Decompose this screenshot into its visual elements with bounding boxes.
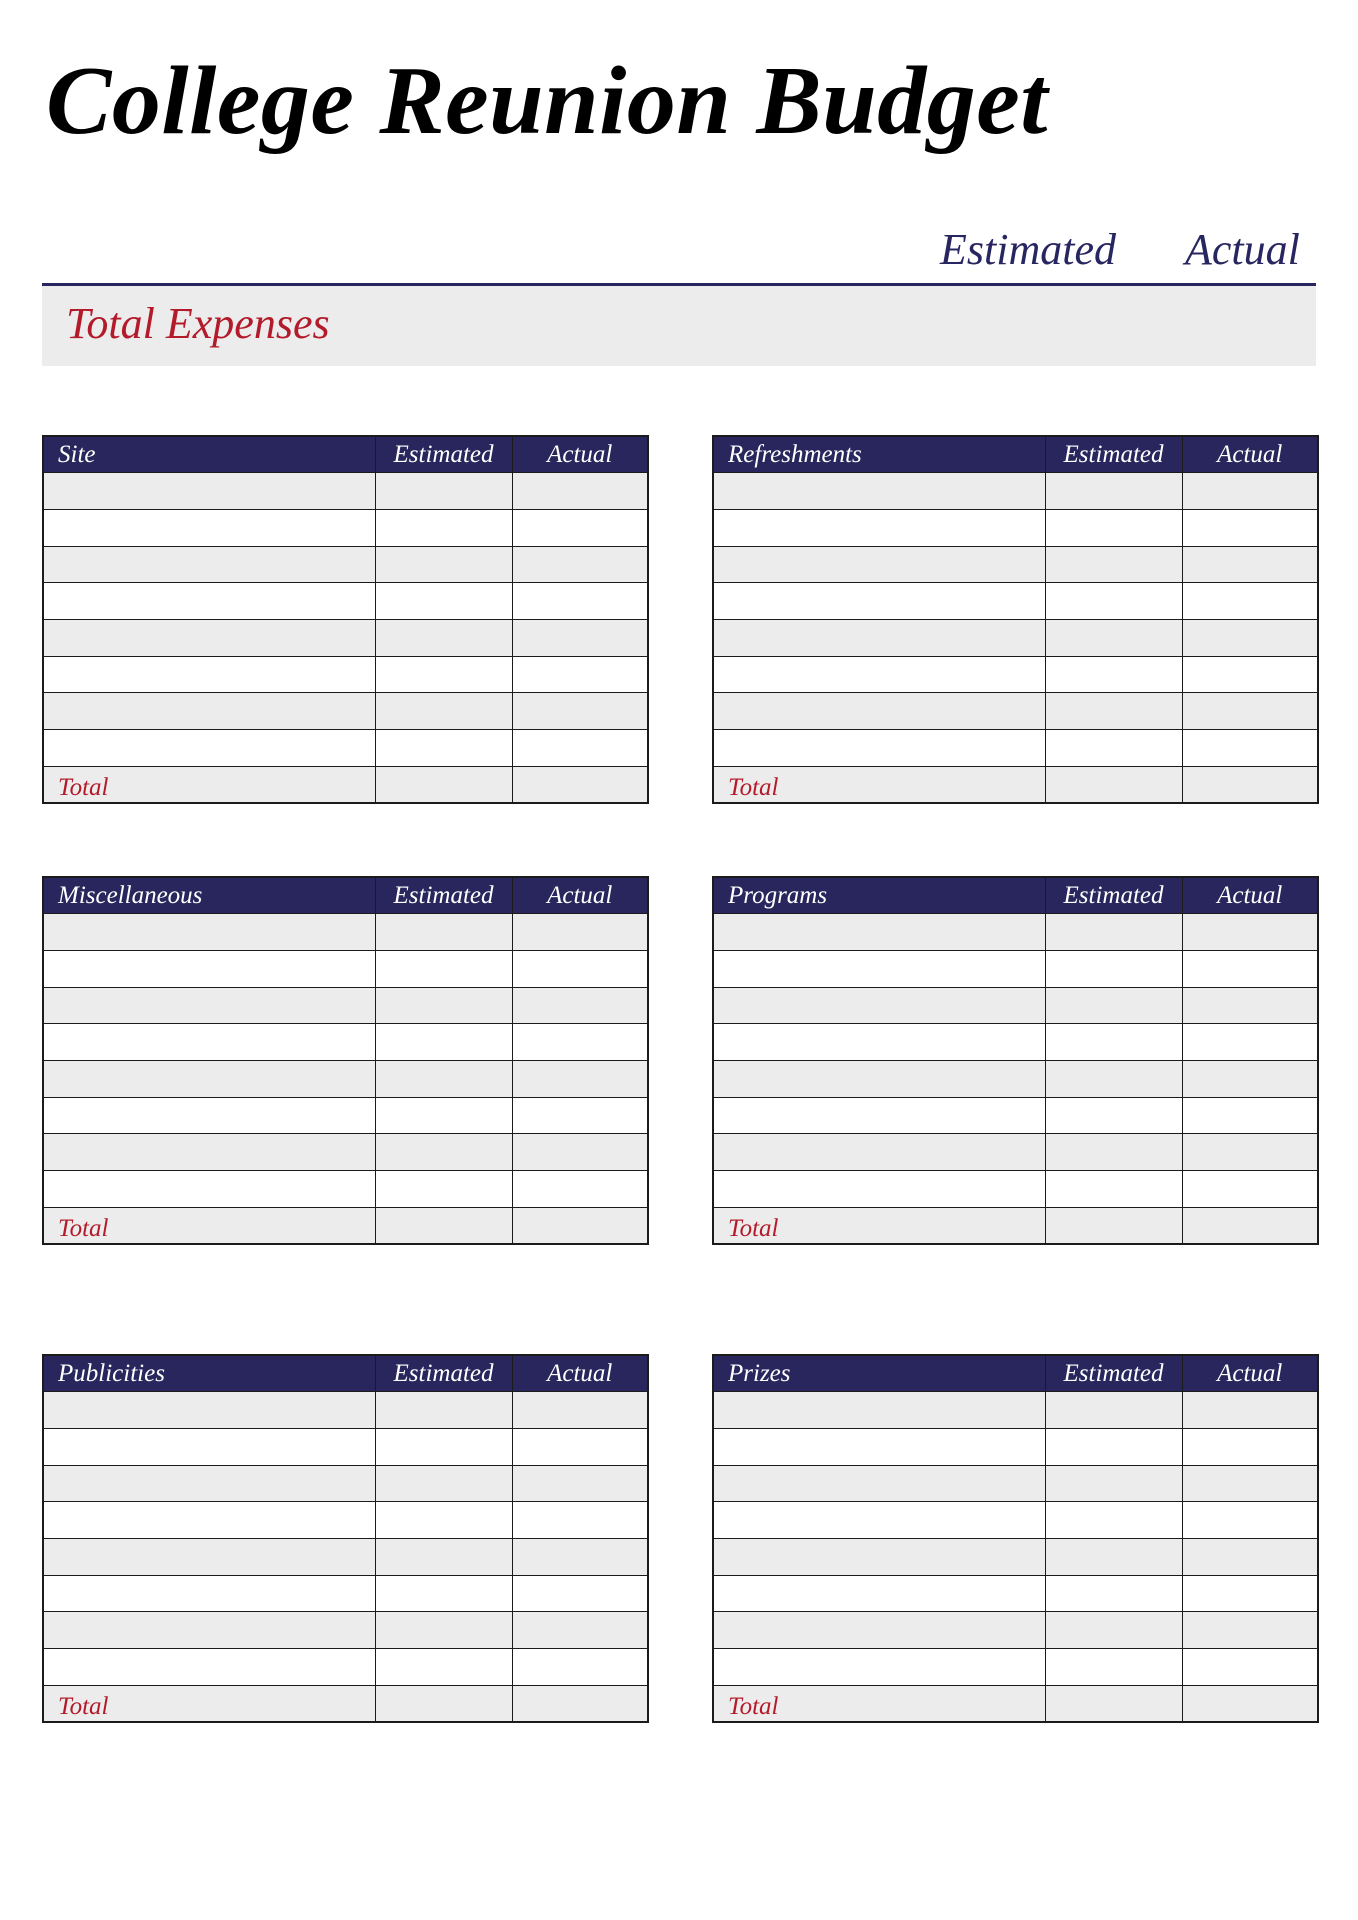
estimated-cell[interactable] xyxy=(1045,473,1182,510)
estimated-cell[interactable] xyxy=(375,1097,512,1134)
table-row xyxy=(713,1024,1318,1061)
table-row xyxy=(43,509,648,546)
table-row xyxy=(43,546,648,583)
table-row xyxy=(713,1649,1318,1686)
item-cell[interactable] xyxy=(713,1060,1045,1097)
actual-column-header: Actual xyxy=(512,877,648,914)
estimated-cell[interactable] xyxy=(375,950,512,987)
table-row xyxy=(713,1097,1318,1134)
total-row xyxy=(713,1207,1318,1244)
actual-cell[interactable] xyxy=(512,730,648,767)
actual-cell[interactable] xyxy=(512,1097,648,1134)
item-cell[interactable] xyxy=(43,1428,375,1465)
estimated-total-cell[interactable] xyxy=(1045,1207,1182,1244)
miscellaneous-table xyxy=(42,876,649,1245)
estimated-cell[interactable] xyxy=(375,693,512,730)
actual-cell[interactable] xyxy=(512,1392,648,1429)
total-label: Total xyxy=(43,1207,375,1244)
table-row xyxy=(713,619,1318,656)
actual-cell[interactable] xyxy=(512,619,648,656)
estimated-cell[interactable] xyxy=(1045,619,1182,656)
item-cell[interactable] xyxy=(43,546,375,583)
table-row xyxy=(43,1171,648,1208)
item-cell[interactable] xyxy=(43,1649,375,1686)
table-row xyxy=(43,1060,648,1097)
item-cell[interactable] xyxy=(43,1134,375,1171)
actual-cell[interactable] xyxy=(512,1024,648,1061)
actual-cell[interactable] xyxy=(512,1134,648,1171)
item-cell[interactable] xyxy=(713,987,1045,1024)
estimated-cell[interactable] xyxy=(375,1060,512,1097)
item-cell[interactable] xyxy=(713,1612,1045,1649)
estimated-column-header: Estimated xyxy=(375,436,512,473)
item-cell[interactable] xyxy=(713,1649,1045,1686)
item-cell[interactable] xyxy=(43,1024,375,1061)
table-header-row xyxy=(43,877,648,914)
actual-cell[interactable] xyxy=(512,1502,648,1539)
estimated-cell[interactable] xyxy=(375,1392,512,1429)
total-expenses-row xyxy=(42,286,1316,366)
actual-total-cell[interactable] xyxy=(1182,1685,1318,1722)
estimated-cell[interactable] xyxy=(1045,1465,1182,1502)
item-cell[interactable] xyxy=(713,730,1045,767)
item-cell[interactable] xyxy=(43,1060,375,1097)
estimated-column-header: Estimated xyxy=(1045,1355,1182,1392)
estimated-column-header: Estimated xyxy=(1045,877,1182,914)
item-cell[interactable] xyxy=(43,509,375,546)
actual-cell[interactable] xyxy=(1182,1428,1318,1465)
total-row xyxy=(43,1685,648,1722)
table-row xyxy=(43,656,648,693)
estimated-cell[interactable] xyxy=(1045,914,1182,951)
table-row xyxy=(713,730,1318,767)
estimated-cell[interactable] xyxy=(375,509,512,546)
summary-estimated-header: Estimated xyxy=(940,225,1116,274)
estimated-cell[interactable] xyxy=(1045,1649,1182,1686)
actual-cell[interactable] xyxy=(1182,1097,1318,1134)
table-row xyxy=(43,987,648,1024)
category-header: Refreshments xyxy=(713,436,1045,473)
estimated-cell[interactable] xyxy=(375,1502,512,1539)
actual-total-cell[interactable] xyxy=(512,766,648,803)
total-row xyxy=(713,1685,1318,1722)
actual-column-header: Actual xyxy=(512,436,648,473)
item-cell[interactable] xyxy=(713,1134,1045,1171)
category-header: Miscellaneous xyxy=(43,877,375,914)
item-cell[interactable] xyxy=(713,619,1045,656)
actual-cell[interactable] xyxy=(1182,583,1318,620)
estimated-column-header: Estimated xyxy=(375,877,512,914)
estimated-cell[interactable] xyxy=(375,1024,512,1061)
item-cell[interactable] xyxy=(713,1575,1045,1612)
table-row xyxy=(713,1575,1318,1612)
table-header-row xyxy=(713,1355,1318,1392)
item-cell[interactable] xyxy=(713,1502,1045,1539)
estimated-cell[interactable] xyxy=(375,619,512,656)
table-header-row xyxy=(713,877,1318,914)
item-cell[interactable] xyxy=(713,1538,1045,1575)
estimated-cell[interactable] xyxy=(1045,1171,1182,1208)
item-cell[interactable] xyxy=(43,914,375,951)
programs-table xyxy=(712,876,1319,1245)
table-header-row xyxy=(713,436,1318,473)
actual-cell[interactable] xyxy=(1182,1465,1318,1502)
estimated-cell[interactable] xyxy=(1045,509,1182,546)
actual-cell[interactable] xyxy=(1182,1024,1318,1061)
actual-cell[interactable] xyxy=(1182,1171,1318,1208)
actual-cell[interactable] xyxy=(1182,1538,1318,1575)
estimated-cell[interactable] xyxy=(1045,656,1182,693)
item-cell[interactable] xyxy=(43,1097,375,1134)
actual-cell[interactable] xyxy=(1182,1649,1318,1686)
item-cell[interactable] xyxy=(43,1612,375,1649)
item-cell[interactable] xyxy=(713,1392,1045,1429)
estimated-cell[interactable] xyxy=(375,1134,512,1171)
table-row xyxy=(713,1502,1318,1539)
estimated-cell[interactable] xyxy=(1045,1024,1182,1061)
item-cell[interactable] xyxy=(43,656,375,693)
actual-cell[interactable] xyxy=(1182,473,1318,510)
estimated-cell[interactable] xyxy=(1045,730,1182,767)
actual-cell[interactable] xyxy=(512,914,648,951)
actual-column-header: Actual xyxy=(1182,436,1318,473)
estimated-cell[interactable] xyxy=(1045,1392,1182,1429)
estimated-total-cell[interactable] xyxy=(1045,766,1182,803)
estimated-column-header: Estimated xyxy=(375,1355,512,1392)
table-row xyxy=(43,1392,648,1429)
actual-cell[interactable] xyxy=(1182,656,1318,693)
estimated-cell[interactable] xyxy=(375,583,512,620)
table-row xyxy=(43,1575,648,1612)
estimated-cell[interactable] xyxy=(375,656,512,693)
item-cell[interactable] xyxy=(713,509,1045,546)
actual-cell[interactable] xyxy=(512,509,648,546)
table-row xyxy=(713,693,1318,730)
estimated-total-cell[interactable] xyxy=(1045,1685,1182,1722)
estimated-cell[interactable] xyxy=(1045,1134,1182,1171)
total-row xyxy=(713,766,1318,803)
category-header: Programs xyxy=(713,877,1045,914)
item-cell[interactable] xyxy=(43,473,375,510)
table-row xyxy=(43,1097,648,1134)
item-cell[interactable] xyxy=(43,1171,375,1208)
total-label: Total xyxy=(713,766,1045,803)
estimated-cell[interactable] xyxy=(375,473,512,510)
table-row xyxy=(43,1024,648,1061)
item-cell[interactable] xyxy=(713,583,1045,620)
actual-total-cell[interactable] xyxy=(512,1207,648,1244)
table-row xyxy=(43,693,648,730)
estimated-cell[interactable] xyxy=(375,1612,512,1649)
table-row xyxy=(43,583,648,620)
actual-column-header: Actual xyxy=(512,1355,648,1392)
estimated-cell[interactable] xyxy=(375,730,512,767)
actual-column-header: Actual xyxy=(1182,1355,1318,1392)
estimated-cell[interactable] xyxy=(1045,987,1182,1024)
estimated-cell[interactable] xyxy=(375,546,512,583)
table-row xyxy=(713,1060,1318,1097)
summary-actual-header: Actual xyxy=(1185,225,1300,274)
item-cell[interactable] xyxy=(43,987,375,1024)
table-row xyxy=(43,1502,648,1539)
actual-cell[interactable] xyxy=(1182,950,1318,987)
item-cell[interactable] xyxy=(713,1024,1045,1061)
actual-cell[interactable] xyxy=(512,693,648,730)
table-row xyxy=(713,950,1318,987)
item-cell[interactable] xyxy=(43,730,375,767)
actual-cell[interactable] xyxy=(1182,1502,1318,1539)
table-row xyxy=(43,1538,648,1575)
actual-cell[interactable] xyxy=(512,987,648,1024)
table-row xyxy=(713,546,1318,583)
actual-cell[interactable] xyxy=(1182,619,1318,656)
table-header-row xyxy=(43,1355,648,1392)
item-cell[interactable] xyxy=(43,950,375,987)
table-row xyxy=(43,1465,648,1502)
table-row xyxy=(713,914,1318,951)
estimated-cell[interactable] xyxy=(1045,1575,1182,1612)
item-cell[interactable] xyxy=(713,1428,1045,1465)
actual-cell[interactable] xyxy=(512,1649,648,1686)
estimated-cell[interactable] xyxy=(375,1649,512,1686)
actual-cell[interactable] xyxy=(1182,914,1318,951)
total-expenses-label: Total Expenses xyxy=(66,299,330,348)
actual-cell[interactable] xyxy=(1182,1134,1318,1171)
estimated-cell[interactable] xyxy=(1045,693,1182,730)
category-header: Prizes xyxy=(713,1355,1045,1392)
item-cell[interactable] xyxy=(43,1538,375,1575)
table-row xyxy=(43,914,648,951)
table-row xyxy=(43,1612,648,1649)
prizes-table xyxy=(712,1354,1319,1723)
estimated-cell[interactable] xyxy=(1045,583,1182,620)
estimated-cell[interactable] xyxy=(375,987,512,1024)
item-cell[interactable] xyxy=(713,950,1045,987)
actual-column-header: Actual xyxy=(1182,877,1318,914)
actual-cell[interactable] xyxy=(512,1060,648,1097)
table-row xyxy=(713,473,1318,510)
actual-cell[interactable] xyxy=(1182,987,1318,1024)
item-cell[interactable] xyxy=(713,656,1045,693)
actual-cell[interactable] xyxy=(512,950,648,987)
table-row xyxy=(43,950,648,987)
actual-total-cell[interactable] xyxy=(1182,766,1318,803)
table-row xyxy=(43,473,648,510)
actual-cell[interactable] xyxy=(1182,730,1318,767)
item-cell[interactable] xyxy=(43,583,375,620)
actual-cell[interactable] xyxy=(512,1575,648,1612)
actual-total-cell[interactable] xyxy=(1182,1207,1318,1244)
item-cell[interactable] xyxy=(43,619,375,656)
page-title: College Reunion Budget xyxy=(46,47,1049,155)
actual-cell[interactable] xyxy=(512,1171,648,1208)
table-row xyxy=(713,656,1318,693)
actual-cell[interactable] xyxy=(512,1612,648,1649)
table-header-row xyxy=(43,436,648,473)
total-label: Total xyxy=(43,1685,375,1722)
item-cell[interactable] xyxy=(713,1097,1045,1134)
item-cell[interactable] xyxy=(713,1465,1045,1502)
table-row xyxy=(713,1171,1318,1208)
estimated-column-header: Estimated xyxy=(1045,436,1182,473)
table-row xyxy=(713,1538,1318,1575)
table-row xyxy=(43,1134,648,1171)
item-cell[interactable] xyxy=(43,693,375,730)
total-label: Total xyxy=(713,1207,1045,1244)
actual-cell[interactable] xyxy=(512,1538,648,1575)
total-row xyxy=(43,766,648,803)
estimated-cell[interactable] xyxy=(375,1171,512,1208)
actual-cell[interactable] xyxy=(1182,693,1318,730)
item-cell[interactable] xyxy=(713,914,1045,951)
estimated-total-cell[interactable] xyxy=(375,766,512,803)
table-row xyxy=(713,987,1318,1024)
estimated-cell[interactable] xyxy=(1045,1538,1182,1575)
actual-cell[interactable] xyxy=(512,546,648,583)
estimated-cell[interactable] xyxy=(375,1575,512,1612)
table-row xyxy=(713,1465,1318,1502)
table-row xyxy=(713,1612,1318,1649)
total-label: Total xyxy=(713,1685,1045,1722)
estimated-cell[interactable] xyxy=(375,1428,512,1465)
category-header: Publicities xyxy=(43,1355,375,1392)
table-row xyxy=(43,1649,648,1686)
estimated-cell[interactable] xyxy=(1045,950,1182,987)
table-row xyxy=(713,1428,1318,1465)
table-row xyxy=(43,730,648,767)
actual-cell[interactable] xyxy=(1182,546,1318,583)
refreshments-table xyxy=(712,435,1319,804)
item-cell[interactable] xyxy=(713,546,1045,583)
estimated-cell[interactable] xyxy=(1045,1428,1182,1465)
item-cell[interactable] xyxy=(43,1575,375,1612)
actual-cell[interactable] xyxy=(1182,1060,1318,1097)
estimated-cell[interactable] xyxy=(375,1465,512,1502)
estimated-cell[interactable] xyxy=(1045,546,1182,583)
estimated-cell[interactable] xyxy=(1045,1502,1182,1539)
item-cell[interactable] xyxy=(713,473,1045,510)
estimated-total-cell[interactable] xyxy=(375,1207,512,1244)
table-row xyxy=(713,1134,1318,1171)
estimated-cell[interactable] xyxy=(375,914,512,951)
table-row xyxy=(713,583,1318,620)
actual-cell[interactable] xyxy=(1182,509,1318,546)
estimated-cell[interactable] xyxy=(375,1538,512,1575)
total-row xyxy=(43,1207,648,1244)
estimated-cell[interactable] xyxy=(1045,1060,1182,1097)
item-cell[interactable] xyxy=(43,1465,375,1502)
actual-cell[interactable] xyxy=(512,656,648,693)
table-row xyxy=(713,509,1318,546)
category-header: Site xyxy=(43,436,375,473)
actual-cell[interactable] xyxy=(512,1465,648,1502)
actual-cell[interactable] xyxy=(512,473,648,510)
actual-cell[interactable] xyxy=(1182,1575,1318,1612)
site-table xyxy=(42,435,649,804)
item-cell[interactable] xyxy=(713,693,1045,730)
actual-cell[interactable] xyxy=(512,583,648,620)
publicities-table xyxy=(42,1354,649,1723)
estimated-total-cell[interactable] xyxy=(375,1685,512,1722)
table-row xyxy=(43,619,648,656)
table-row xyxy=(43,1428,648,1465)
estimated-cell[interactable] xyxy=(1045,1612,1182,1649)
actual-cell[interactable] xyxy=(1182,1612,1318,1649)
actual-total-cell[interactable] xyxy=(512,1685,648,1722)
item-cell[interactable] xyxy=(43,1502,375,1539)
item-cell[interactable] xyxy=(713,1171,1045,1208)
estimated-cell[interactable] xyxy=(1045,1097,1182,1134)
item-cell[interactable] xyxy=(43,1392,375,1429)
table-row xyxy=(713,1392,1318,1429)
total-label: Total xyxy=(43,766,375,803)
actual-cell[interactable] xyxy=(1182,1392,1318,1429)
actual-cell[interactable] xyxy=(512,1428,648,1465)
